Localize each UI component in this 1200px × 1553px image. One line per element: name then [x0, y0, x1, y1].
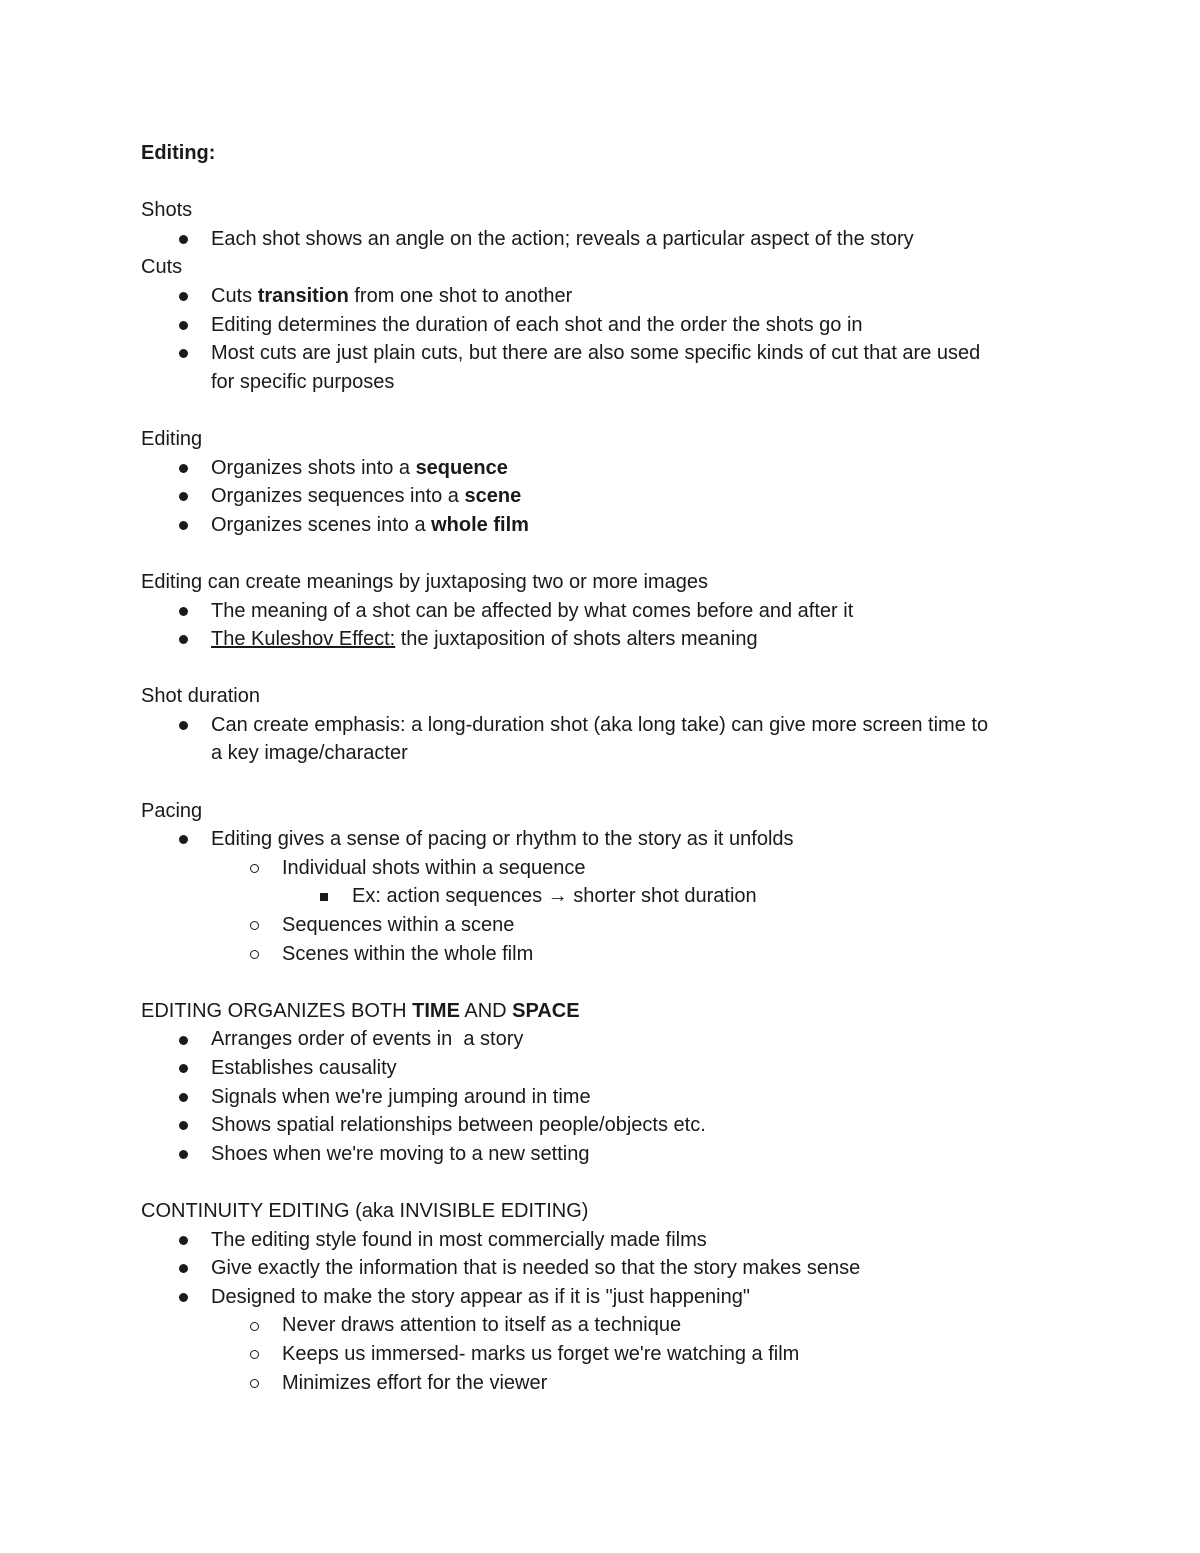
- sub-list-item: Individual shots within a sequence: [141, 854, 1061, 883]
- list-item: Cuts transition from one shot to another: [141, 282, 1061, 311]
- bullet-icon: [173, 454, 193, 483]
- bullet-icon: [173, 1140, 193, 1169]
- section-heading-continuity: CONTINUITY EDITING (aka INVISIBLE EDITING): [141, 1199, 589, 1222]
- circle-bullet-icon: [244, 940, 264, 969]
- list-item: Each shot shows an angle on the action; reveals a particular aspect of the story: [141, 225, 1061, 254]
- bullet-icon: [173, 1025, 193, 1054]
- list-item: Most cuts are just plain cuts, but there are also some specific kinds of cut that are used: [141, 339, 1061, 368]
- section-heading-shots: Shots: [141, 199, 193, 222]
- section-heading-editing: Editing: [141, 427, 203, 450]
- spacer: [141, 654, 1061, 683]
- sub-list-item: Minimizes effort for the viewer: [141, 1369, 1061, 1398]
- section-heading-cuts: Cuts: [141, 256, 183, 279]
- list-item: Can create emphasis: a long-duration shot (aka long take) can give more screen time to: [141, 711, 1061, 740]
- list-item: Editing gives a sense of pacing or rhythm to the story as it unfolds: [141, 825, 1061, 854]
- bold-term: scene: [464, 485, 522, 508]
- section-heading-meanings: Editing can create meanings by juxtaposing two or more images: [141, 570, 708, 593]
- list-item: Arranges order of events in a story: [141, 1025, 1061, 1054]
- bullet-icon: [173, 482, 193, 511]
- circle-bullet-icon: [244, 1311, 264, 1340]
- bullet-icon: [173, 225, 193, 254]
- sub-list-item: Never draws attention to itself as a technique: [141, 1311, 1061, 1340]
- square-bullet-icon: [314, 882, 334, 911]
- sub-list-item: Keeps us immersed- marks us forget we're watching a film: [141, 1340, 1061, 1369]
- bullet-icon: [173, 1054, 193, 1083]
- circle-bullet-icon: [244, 1369, 264, 1398]
- sub-sub-list-item: Ex: action sequences → shorter shot duration: [141, 882, 1061, 911]
- document-page: [141, 139, 1061, 1397]
- section-heading-pacing: Pacing: [141, 799, 203, 822]
- list-item: The Kuleshov Effect: the juxtaposition of shots alters meaning: [141, 625, 1061, 654]
- bullet-icon: [173, 1111, 193, 1140]
- bold-term: whole film: [431, 513, 529, 536]
- spacer: [141, 968, 1061, 997]
- bold-term: SPACE: [512, 999, 580, 1022]
- bullet-icon: [173, 1283, 193, 1312]
- bullet-icon: [173, 1083, 193, 1112]
- bullet-icon: [173, 1226, 193, 1255]
- list-item: Organizes sequences into a scene: [141, 482, 1061, 511]
- bold-term: TIME: [412, 999, 460, 1022]
- bullet-icon: [173, 825, 193, 854]
- list-item: Signals when we're jumping around in time: [141, 1083, 1061, 1112]
- bold-term: transition: [257, 284, 349, 307]
- underlined-term: The Kuleshov Effect:: [211, 628, 396, 651]
- list-item: Establishes causality: [141, 1054, 1061, 1083]
- list-item-continuation: a key image/character: [211, 742, 408, 765]
- bullet-icon: [173, 597, 193, 626]
- section-heading-duration: Shot duration: [141, 685, 260, 708]
- bullet-icon: [173, 282, 193, 311]
- bullet-icon: [173, 711, 193, 740]
- list-item: Organizes shots into a sequence: [141, 454, 1061, 483]
- list-item: The meaning of a shot can be affected by what comes before and after it: [141, 597, 1061, 626]
- circle-bullet-icon: [244, 854, 264, 883]
- list-item: The editing style found in most commercially made films: [141, 1226, 1061, 1255]
- bullet-icon: [173, 339, 193, 368]
- circle-bullet-icon: [244, 911, 264, 940]
- sub-list-item: Scenes within the whole film: [141, 940, 1061, 969]
- spacer: [141, 396, 1061, 425]
- section-heading-organizes: EDITING ORGANIZES BOTH TIME AND SPACE: [141, 999, 580, 1022]
- bullet-icon: [173, 625, 193, 654]
- circle-bullet-icon: [244, 1340, 264, 1369]
- bullet-icon: [173, 1254, 193, 1283]
- list-item: Give exactly the information that is needed so that the story makes sense: [141, 1254, 1061, 1283]
- bullet-icon: [173, 511, 193, 540]
- list-item-continuation: for specific purposes: [211, 370, 395, 393]
- spacer: [141, 768, 1061, 797]
- sub-list-item: Sequences within a scene: [141, 911, 1061, 940]
- list-item: Shoes when we're moving to a new setting: [141, 1140, 1061, 1169]
- spacer: [141, 1168, 1061, 1197]
- bold-term: sequence: [415, 456, 508, 479]
- list-item: Designed to make the story appear as if it is "just happening": [141, 1283, 1061, 1312]
- spacer: [141, 168, 1061, 197]
- spacer: [141, 539, 1061, 568]
- list-item: Shows spatial relationships between people/objects etc.: [141, 1111, 1061, 1140]
- list-item: Organizes scenes into a whole film: [141, 511, 1061, 540]
- list-item: Editing determines the duration of each shot and the order the shots go in: [141, 311, 1061, 340]
- page-title: Editing:: [141, 142, 216, 164]
- bullet-icon: [173, 311, 193, 340]
